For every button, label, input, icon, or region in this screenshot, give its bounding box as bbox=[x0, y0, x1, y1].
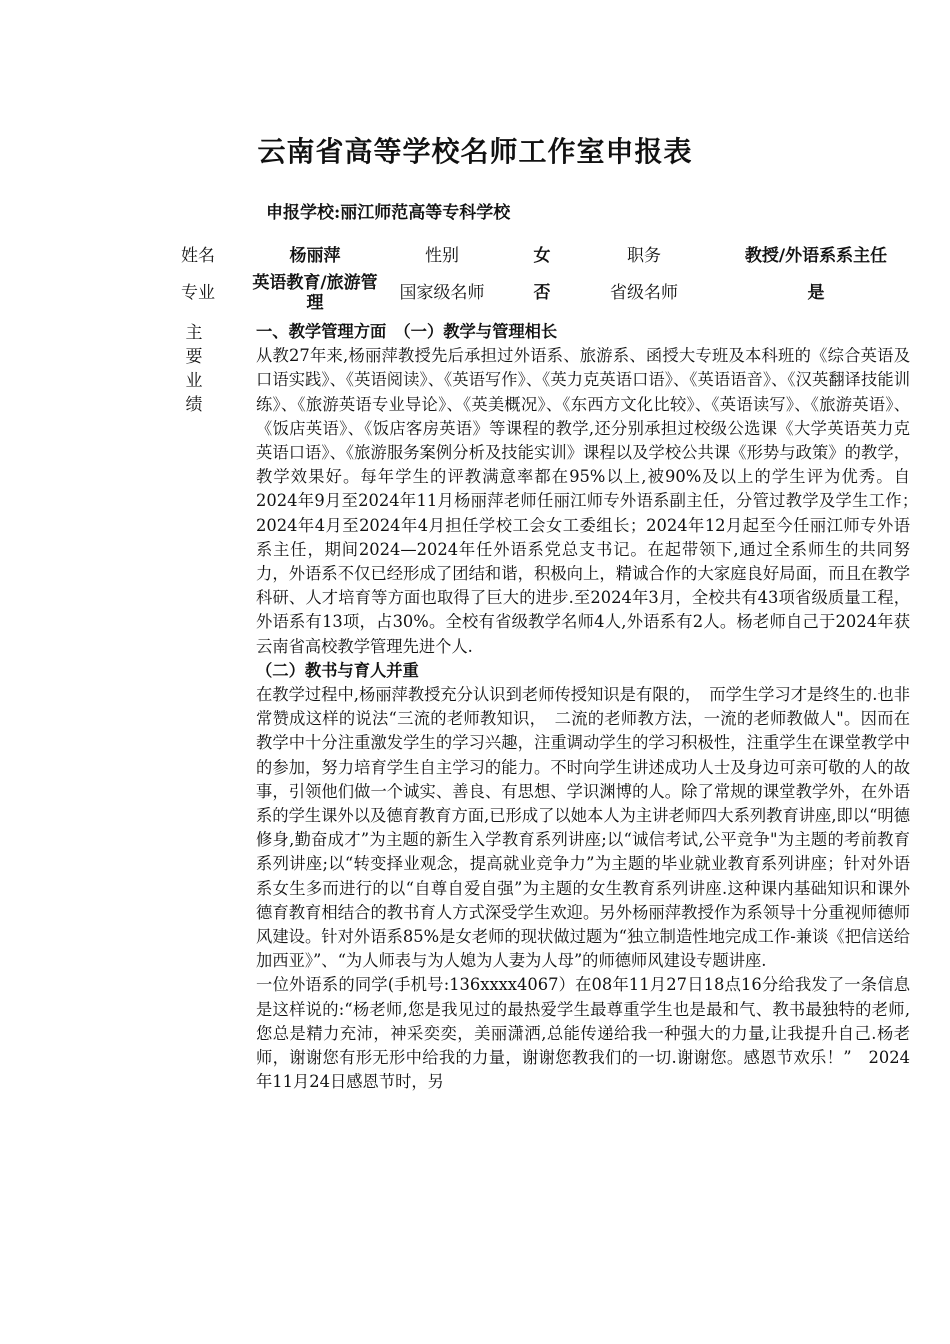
name-label: 姓名 bbox=[181, 246, 215, 266]
info-row-basic bbox=[0, 236, 950, 276]
major-value: 英语教育/旅游管理 bbox=[252, 273, 378, 313]
position-label: 职务 bbox=[627, 246, 661, 266]
achievements-content bbox=[256, 320, 927, 1095]
main-achievements-label bbox=[181, 321, 207, 417]
section-body-student-message: 一位外语系的同学(手机号:136xxxx4067）在08年11月27日18点16分给我发了一条信息是这样说的:“杨老师,您是我见过的最热爱学生最尊重学生也是最和气、教书最独特的老师,您总是精力充沛，神采奕奕，美丽潇洒,总能传递给我一种强大的力量,让我提升自己.杨老师，谢谢您有形无形中给我的力量，谢谢您教我们的一切.谢谢您。感恩节欢乐！” 2024年11月24日感恩节时，另 bbox=[256, 975, 910, 1092]
side-label-char: 绩 bbox=[185, 395, 203, 415]
national-teacher-value: 否 bbox=[533, 283, 551, 303]
major-label: 专业 bbox=[181, 283, 215, 303]
section-body-education: 在教学过程中,杨丽萍教授充分认识到老师传授知识是有限的， 而学生学习才是终生的.也非常赞成这样的说法“三流的老师教知识， 二流的老师教方法，一流的老师教做人"。因而在教学中十分注重激发学生的学习兴趣，注重调动学生的学习积极性，注重学生在课堂教学中的参加，努力培育学生自主学习的能力。不时向学生讲述成功人士及身边可亲可敬的人的故事，引领他们做一个诚实、善良、有思想、学识渊博的人。除了常规的课堂教学外，在外语系的学生课外以及德育教育方面,已形成了以她本人为主讲老师四大系列教育讲座,即以“明德修身,勤奋成才”为主题的新生入学教育系列讲座;以“诚信考试,公平竞争"为主题的考前教育系列讲座;以“转变择业观念，提高就业竞争力”为主题的毕业就业教育系列讲座；针对外语系女生多而进行的以“自尊自爱自强”为主题的女生教育系列讲座.这种课内基础知识和课外德育教育相结合的教书育人方式深受学生欢迎。另外杨丽萍教授作为系领导十分重视师德师风建设。针对外语系85%是女老师的现状做过题为“独立制造性地完成工作-兼谈《把信送给加西亚》”、“为人师表与为人媳为人妻为人母”的师德师风建设专题讲座. bbox=[256, 685, 910, 971]
section-heading-management: 一、教学管理方面 （一）教学与管理相长 bbox=[256, 322, 558, 341]
gender-label: 性别 bbox=[425, 246, 459, 266]
section-heading-education: （二）教书与育人并重 bbox=[256, 660, 419, 680]
provincial-teacher-value: 是 bbox=[807, 283, 825, 303]
national-teacher-label: 国家级名师 bbox=[399, 283, 485, 303]
provincial-teacher-label: 省级名师 bbox=[610, 283, 678, 303]
info-row-titles bbox=[0, 273, 950, 313]
side-label-char: 业 bbox=[185, 371, 203, 391]
gender-value: 女 bbox=[533, 246, 551, 266]
side-label-char: 主 bbox=[185, 323, 203, 343]
page-title: 云南省高等学校名师工作室申报表 bbox=[257, 135, 693, 168]
name-value: 杨丽萍 bbox=[289, 246, 341, 266]
section-body-management: 从教27年来,杨丽萍教授先后承担过外语系、旅游系、函授大专班及本科班的《综合英语及口语实践》、《英语阅读》、《英语写作》、《英力克英语口语》、《英语语音》、《汉英翻译技能训练》、《旅游英语专业导论》、《英美概况》、《东西方文化比较》、《英语读写》、《旅游英语》、《饭店英语》、《饭店客房英语》等课程的教学,还分别承担过校级公选课《大学英语英力克英语口语》、《旅游服务案例分析及技能实训》课程以及学校公共课《形势与政策》的教学，教学效果好。每年学生的评教满意率都在95%以上,被90%及以上的学生评为优秀。自2024年9月至2024年11月杨丽萍老师任丽江师专外语系副主任，分管过教学及学生工作； 2024年4月至2024年4月担任学校工会女工委组长；2024年12月起至今任丽江师专外语系主任，期间2024—2024年任外语系党总支书记。在起带领下,通过全系师生的共同努力，外语系不仅已经形成了团结和谐，积极向上，精诚合作的大家庭良好局面，而且在教学科研、人才培育等方面也取得了巨大的进步.至2024年3月，全校共有43项省级质量工程，外语系有13项，占30%。全校有省级教学名师4人,外语系有2人。杨老师自己于2024年获云南省高校教学管理先进个人. bbox=[256, 346, 927, 656]
position-value: 教授/外语系系主任 bbox=[744, 246, 888, 266]
side-label-char: 要 bbox=[185, 347, 203, 367]
applicant-school: 申报学校:丽江师范高等专科学校 bbox=[266, 203, 511, 223]
